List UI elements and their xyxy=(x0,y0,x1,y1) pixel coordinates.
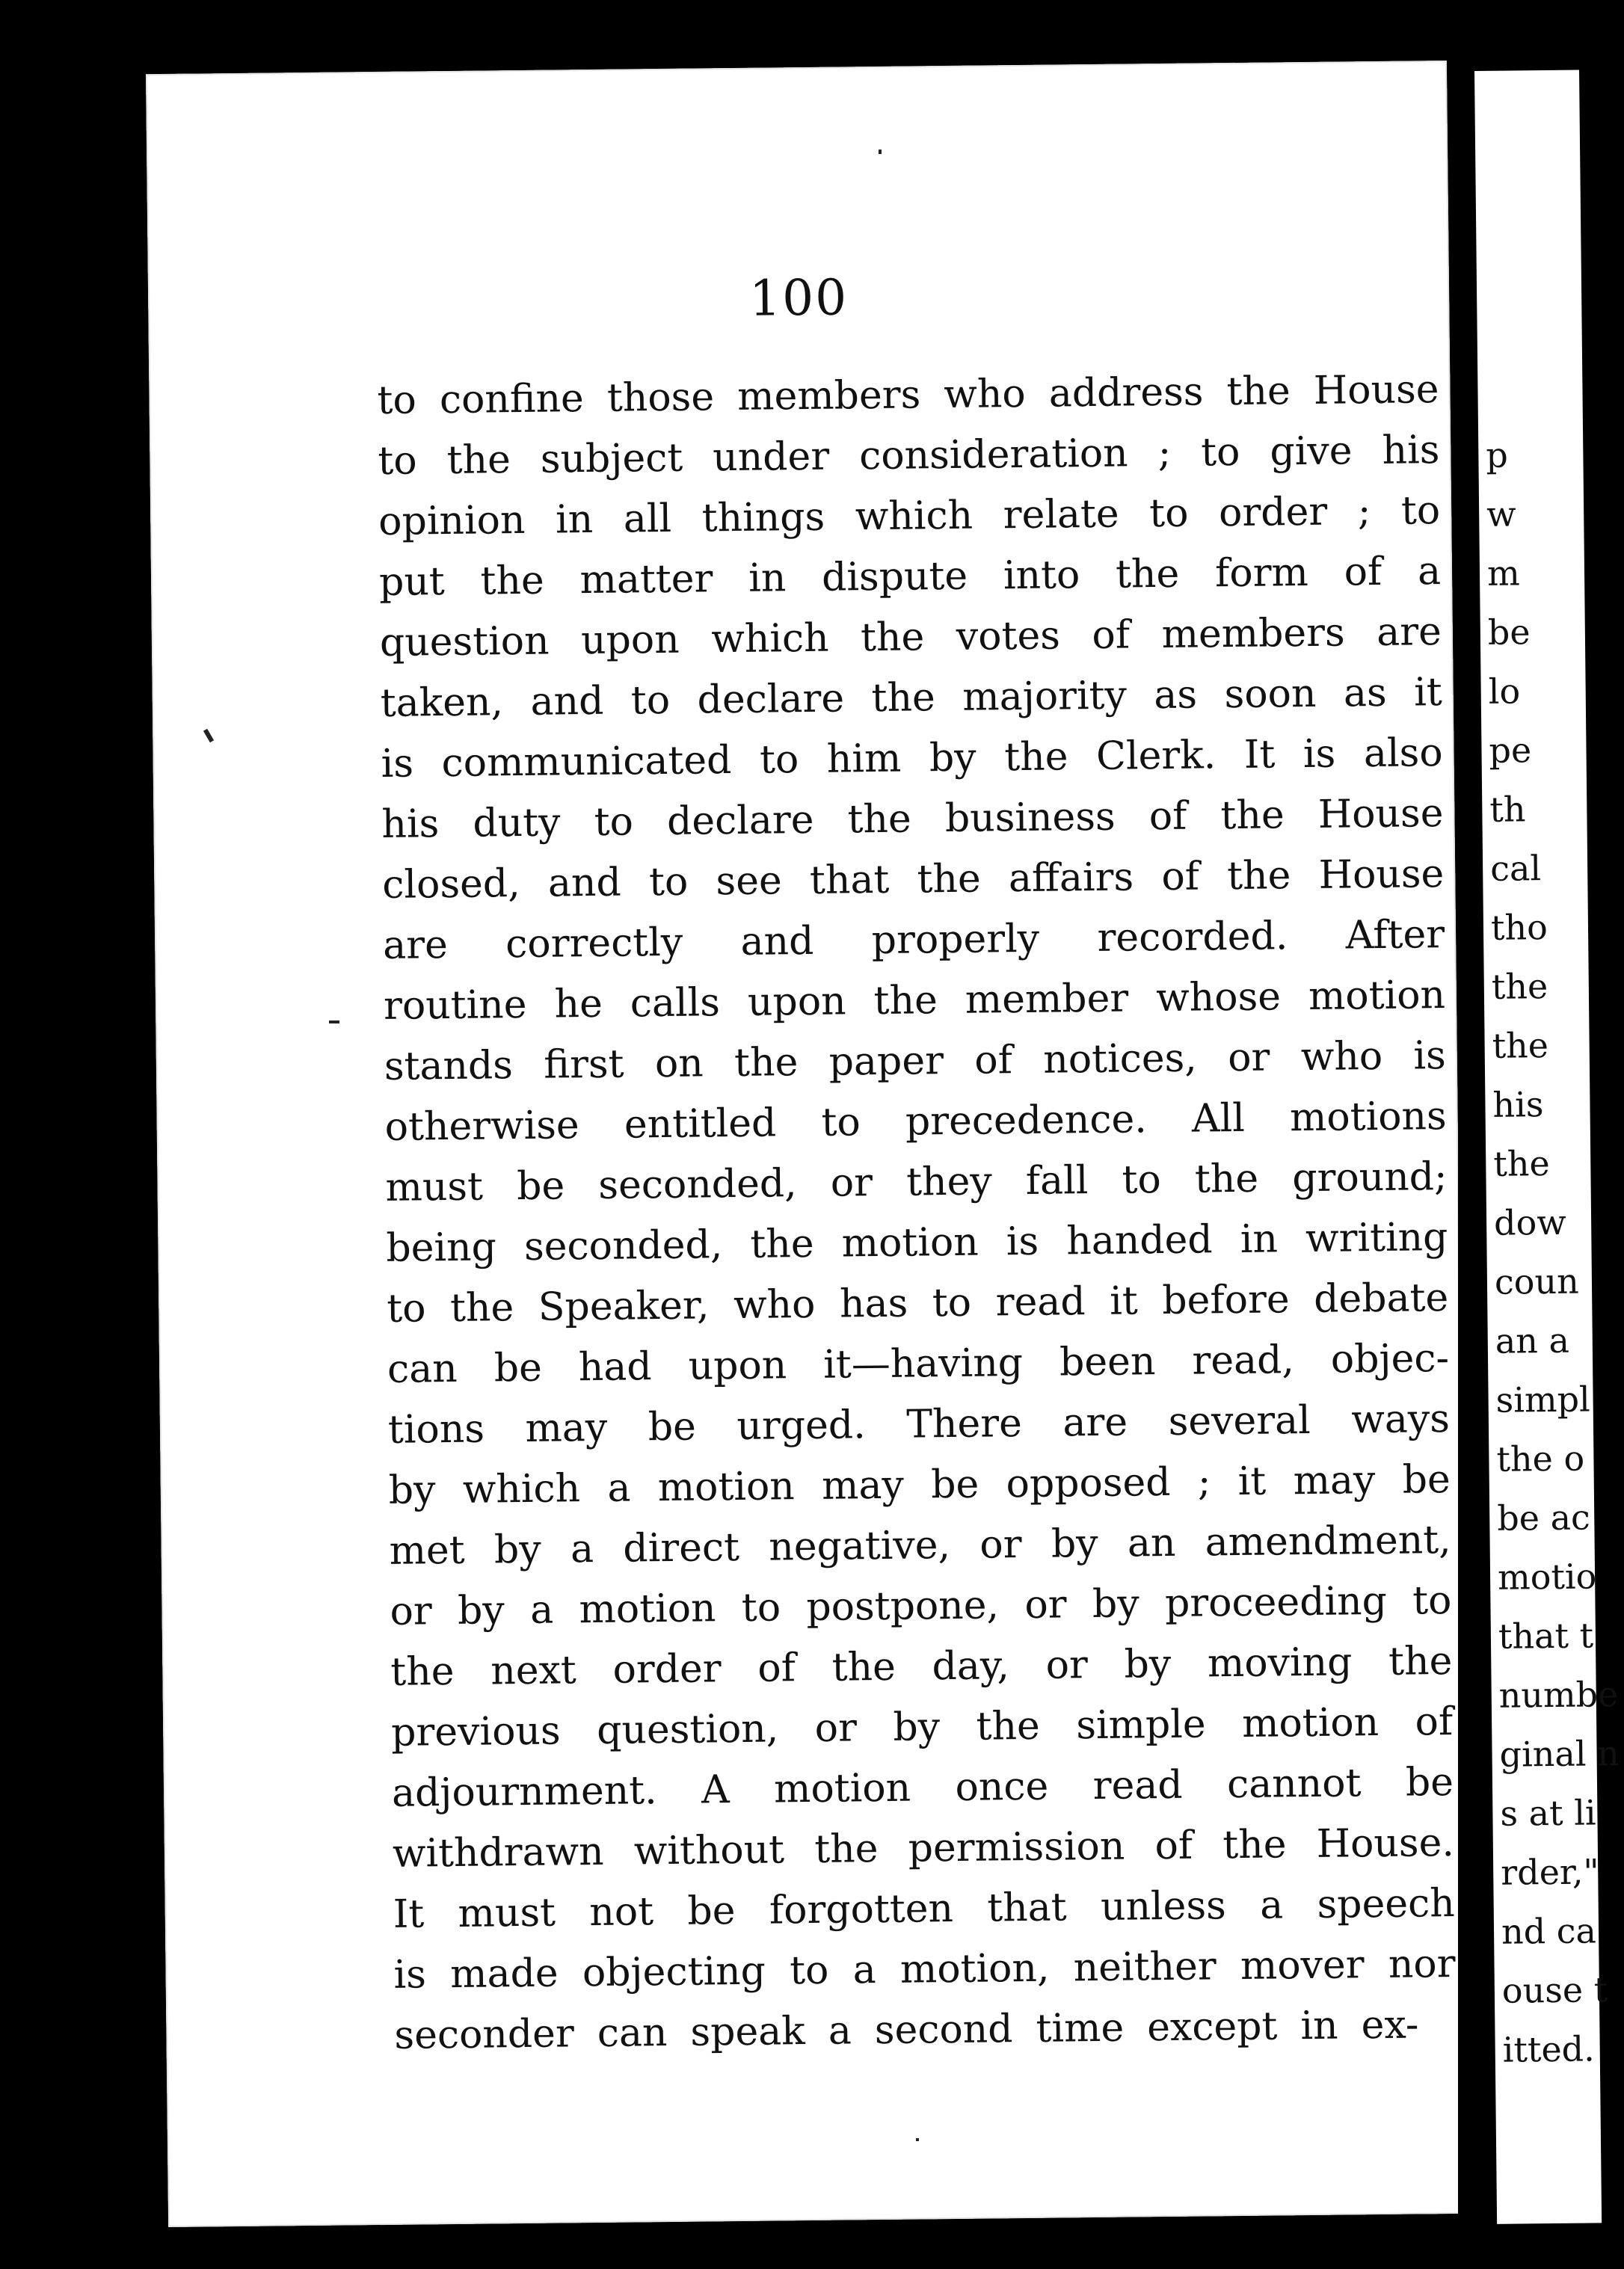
scan-speck xyxy=(916,2138,919,2141)
facing-text-fragment: his xyxy=(1492,1084,1544,1125)
facing-text-fragment: m xyxy=(1486,552,1520,594)
text-line: can be had upon it—having been read, objec- xyxy=(387,1336,1450,1392)
facing-text-fragment: w xyxy=(1486,493,1516,535)
text-line: is communicated to him by the Clerk. It is also xyxy=(381,730,1443,786)
facing-text-fragment: lo xyxy=(1488,671,1521,712)
text-line: closed, and to see that the affairs of the House xyxy=(382,852,1445,908)
text-line: withdrawn without the permission of the House. xyxy=(392,1820,1455,1877)
text-line: met by a direct negative, or by an amendment, xyxy=(389,1518,1451,1574)
text-line: taken, and to declare the majority as soon as it xyxy=(380,670,1443,726)
facing-text-fragment: numbe xyxy=(1498,1674,1619,1716)
facing-text-fragment: dow xyxy=(1493,1201,1566,1243)
facing-text-fragment: ginal n xyxy=(1499,1733,1620,1775)
text-line: adjournment. A motion once read cannot be xyxy=(391,1760,1454,1816)
facing-text-fragment: motio xyxy=(1497,1556,1597,1598)
facing-page-edge xyxy=(1474,70,1620,2224)
page-body-text xyxy=(377,360,1457,2066)
facing-text-fragment: the xyxy=(1492,1025,1549,1066)
facing-page-text xyxy=(1486,425,1623,2080)
facing-text-fragment: simpl xyxy=(1495,1379,1591,1420)
text-line: routine he calls upon the member whose motion xyxy=(383,973,1446,1029)
text-line: is made objecting to a motion, neither mover nor xyxy=(393,1941,1456,1998)
facing-text-fragment: coun xyxy=(1494,1260,1579,1302)
text-line: by which a motion may be opposed ; it may be xyxy=(388,1457,1451,1513)
text-line: being seconded, the motion is handed in writing xyxy=(386,1215,1448,1271)
facing-text-fragment: th xyxy=(1489,789,1526,830)
facing-text-fragment: ouse t xyxy=(1501,1969,1608,2011)
text-line: tions may be urged. There are several ways xyxy=(387,1397,1451,1453)
facing-text-fragment: nd ca xyxy=(1501,1910,1597,1952)
text-line: stands first on the paper of notices, or who is xyxy=(384,1033,1447,1089)
facing-text-fragment: s at li xyxy=(1500,1792,1596,1834)
facing-text-fragment: cal xyxy=(1489,848,1542,889)
text-line: seconder can speak a second time except in ex- xyxy=(394,2002,1419,2058)
facing-text-fragment: tho xyxy=(1490,907,1548,948)
text-line: must be seconded, or they fall to the ground; xyxy=(385,1154,1448,1210)
page-gutter xyxy=(1458,45,1476,2228)
facing-text-fragment: itted. xyxy=(1502,2028,1595,2070)
text-line: his duty to declare the business of the House xyxy=(381,791,1444,847)
facing-text-fragment: p xyxy=(1486,434,1509,475)
text-line: are correctly and properly recorded. After xyxy=(382,912,1445,968)
facing-text-fragment: the xyxy=(1493,1143,1550,1184)
text-line: put the matter in dispute into the form of a xyxy=(378,549,1442,605)
text-line: to the subject under consideration ; to give his xyxy=(378,428,1440,484)
scan-speck xyxy=(879,150,882,154)
facing-text-fragment: that t xyxy=(1498,1615,1594,1657)
text-line: or by a motion to postpone, or by proceeding to xyxy=(390,1578,1452,1634)
facing-text-fragment: pe xyxy=(1489,730,1532,771)
facing-text-fragment: the xyxy=(1491,966,1548,1007)
text-line: otherwise entitled to precedence. All motions xyxy=(384,1094,1447,1150)
page-number: 100 xyxy=(748,268,849,327)
facing-text-fragment: be xyxy=(1487,612,1531,653)
facing-text-fragment: rder," xyxy=(1500,1851,1599,1893)
text-line: It must not be forgotten that unless a speech xyxy=(393,1880,1456,1937)
text-line: to confine those members who address the House xyxy=(377,367,1439,423)
facing-text-fragment: the o xyxy=(1496,1438,1585,1480)
book-page xyxy=(146,61,1469,2227)
text-line: previous question, or by the simple motion of xyxy=(390,1699,1454,1755)
facing-text-fragment: an a xyxy=(1495,1320,1570,1361)
text-line: to the Speaker, who has to read it before debate xyxy=(386,1275,1449,1331)
text-line: question upon which the votes of members are xyxy=(379,609,1442,665)
text-line: the next order of the day, or by moving the xyxy=(390,1639,1453,1695)
scan-speck xyxy=(329,1020,339,1023)
text-line: opinion in all things which relate to order ; to xyxy=(378,488,1441,544)
facing-text-fragment: be ac xyxy=(1496,1497,1591,1539)
